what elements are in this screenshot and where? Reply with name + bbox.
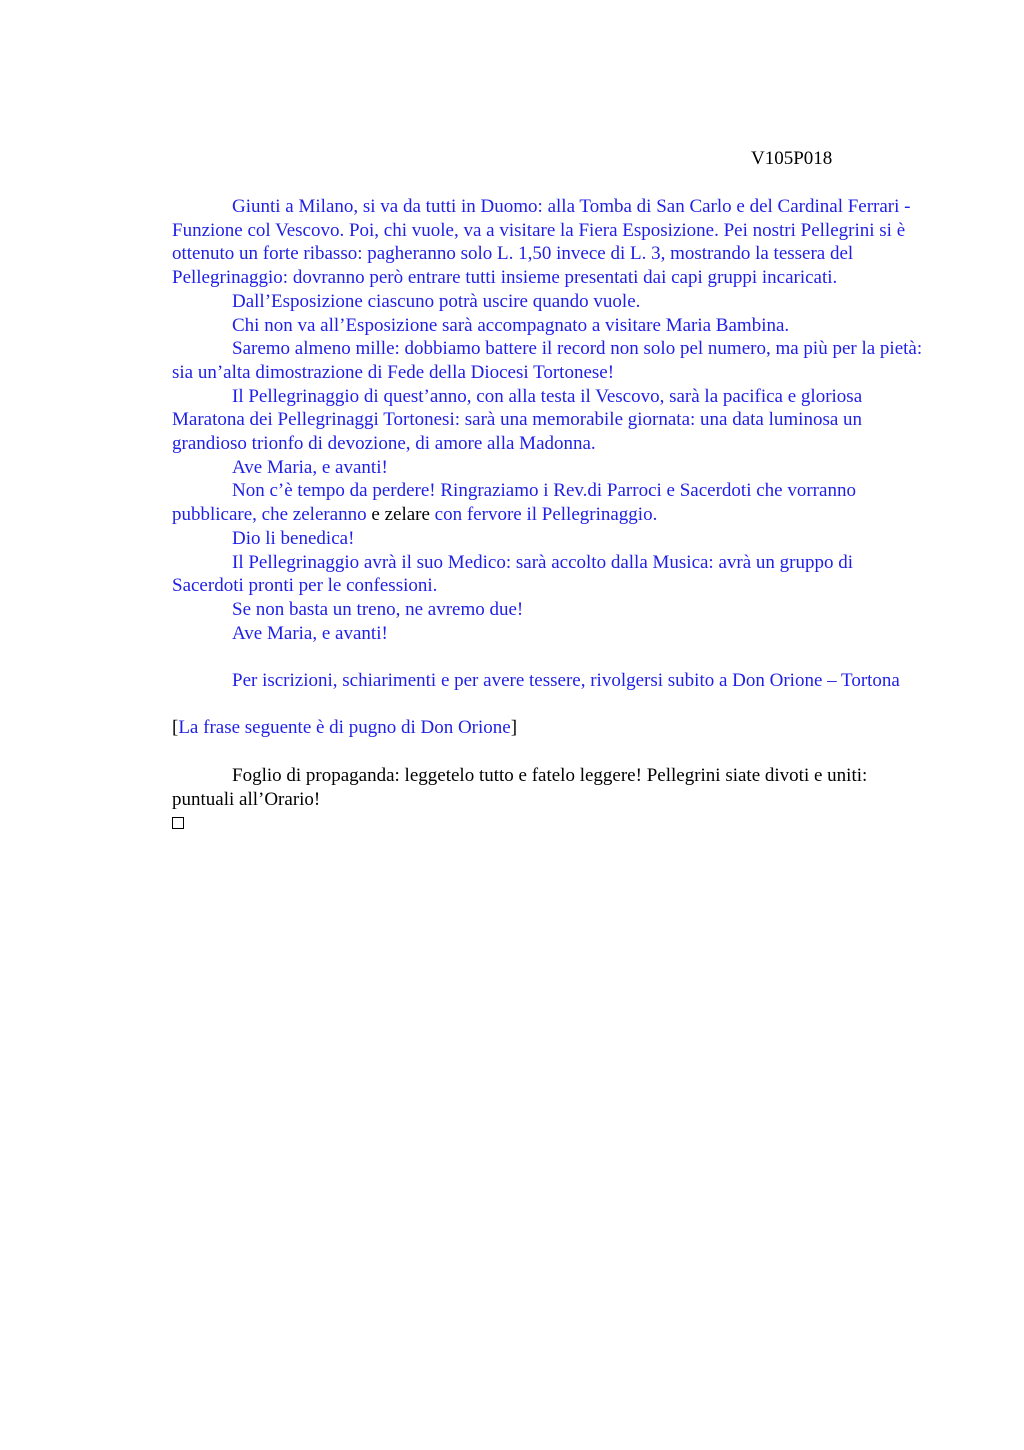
- paragraph-ave-maria-1: Ave Maria, e avanti!: [232, 456, 388, 478]
- paragraph-non-ce-tempo-part-2: e zelare: [366, 504, 435, 526]
- paragraph-non-ce-tempo-part-1: Non c’è tempo da perdere! Ringraziamo i Rev.di Parroci e Sacerdoti che vorranno pubblicare, che zeleranno: [172, 480, 856, 526]
- paragraph-medico-musica: Il Pellegrinaggio avrà il suo Medico: sarà accolto dalla Musica: avrà un gruppo di Sacerdoti pronti per le confessioni.: [172, 551, 854, 597]
- checkbox-square-icon: [172, 817, 184, 829]
- editorial-note-close-bracket: ]: [510, 717, 518, 739]
- document-body: [172, 195, 928, 836]
- editorial-note-text: La frase seguente è di pugno di Don Orione: [178, 717, 511, 739]
- spacer: [172, 693, 928, 717]
- page-code: V105P018: [751, 148, 833, 169]
- paragraph-maratona: Il Pellegrinaggio di quest’anno, con alla testa il Vescovo, sarà la pacifica e gloriosa Maratona dei Pellegrinaggi Tortonesi: sarà una memorabile giornata: una data luminosa un grandioso trionfo di devozione, di amore alla Madonna.: [172, 385, 863, 455]
- paragraph-due-treni: Se non basta un treno, ne avremo due!: [232, 598, 524, 620]
- spacer: [172, 740, 928, 764]
- paragraph-foglio-propaganda: Foglio di propaganda: leggetelo tutto e fatelo leggere! Pellegrini siate divoti e uniti: puntuali all’Orario!: [172, 764, 868, 810]
- paragraph-iscrizioni: Per iscrizioni, schiarimenti e per avere tessere, rivolgersi subito a Don Orione – Tortona: [232, 670, 900, 692]
- paragraph-milano-duomo: Giunti a Milano, si va da tutti in Duomo: alla Tomba di San Carlo e del Cardinal Ferrari - Funzione col Vescovo. Poi, chi vuole, va a visitare la Fiera Esposizione. Pei nostri Pellegrini si è ottenuto un forte ribasso: pagheranno solo L. 1,50 invece di L. 3, mostrando la tessera del Pellegrinaggio: dovranno però entrare tutti insieme presentati dai capi gruppi incaricati.: [172, 196, 911, 289]
- paragraph-maria-bambina: Chi non va all’Esposizione sarà accompagnato a visitare Maria Bambina.: [232, 314, 790, 336]
- paragraph-non-ce-tempo: [172, 479, 928, 526]
- paragraph-esposizione-exit: Dall’Esposizione ciascuno potrà uscire quando vuole.: [232, 290, 641, 312]
- paragraph-ave-maria-2: Ave Maria, e avanti!: [232, 622, 388, 644]
- paragraph-dio-li-benedica: Dio li benedica!: [232, 527, 355, 549]
- paragraph-almeno-mille: Saremo almeno mille: dobbiamo battere il record non solo pel numero, ma più per la pietà: sia un’alta dimostrazione di Fede della Diocesi Tortonese!: [172, 338, 923, 383]
- paragraph-non-ce-tempo-part-3: con fervore il Pellegrinaggio.: [434, 504, 658, 526]
- editorial-note-open-bracket: [: [172, 717, 179, 739]
- editorial-note: [172, 716, 928, 740]
- spacer: [172, 645, 928, 669]
